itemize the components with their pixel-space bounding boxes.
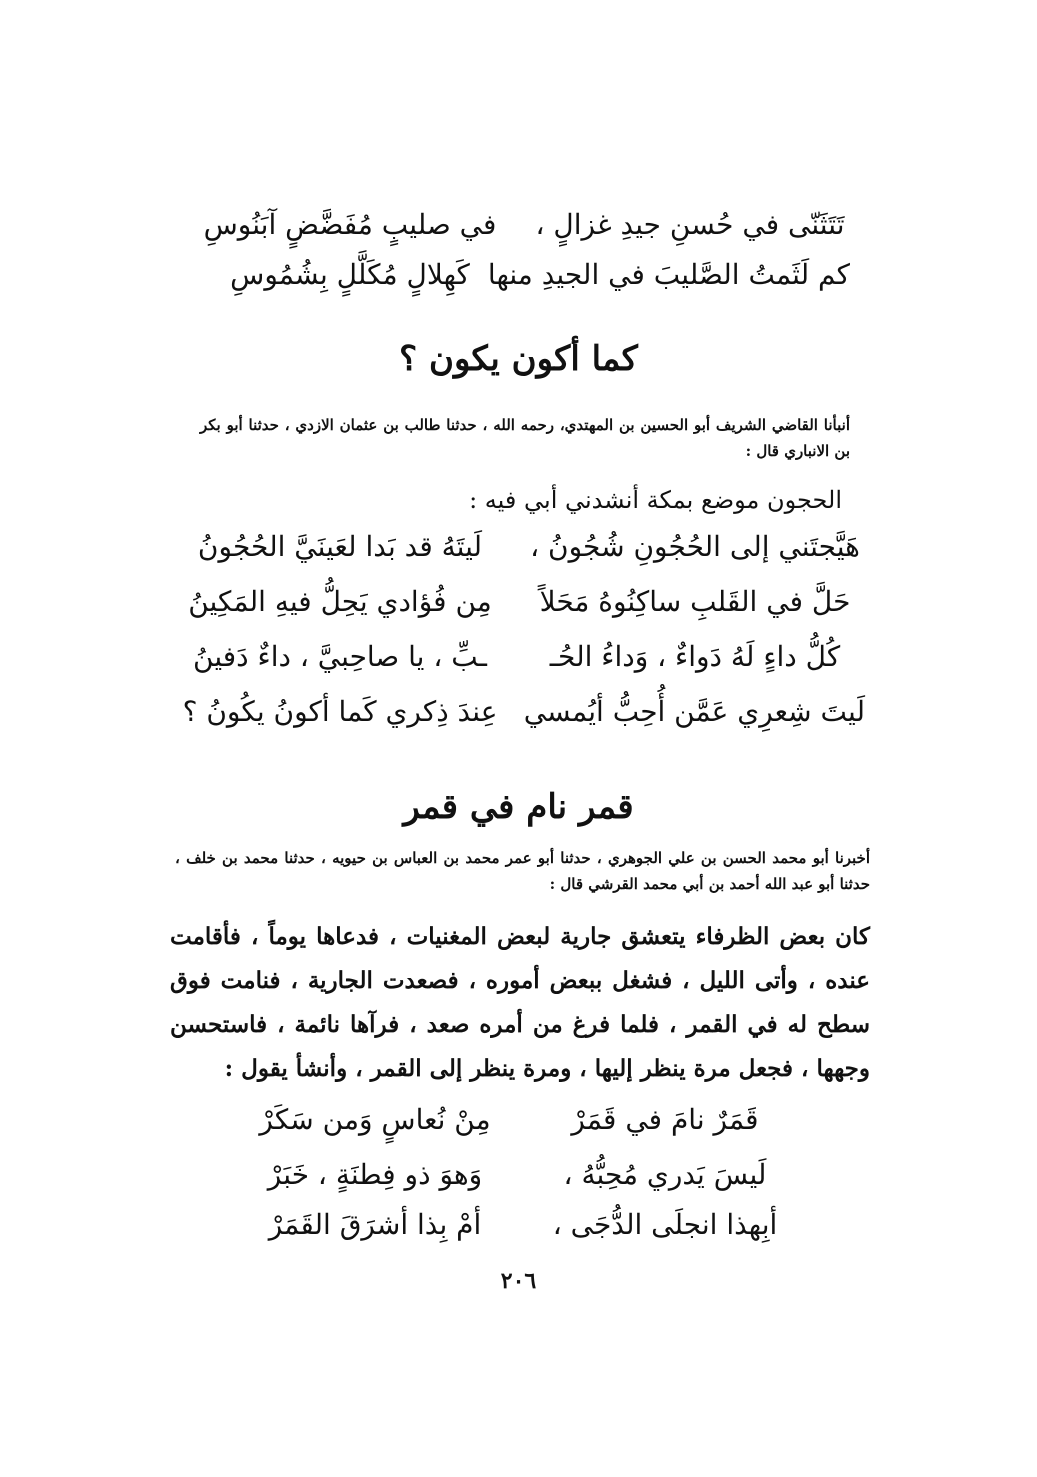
hemistich-right: لَيتَ شِعرِي عَمَّن أُحِبُّ أيُمسي [523, 695, 865, 728]
hemistich-left: ـبِّ ، يا صاحِبيَّ ، داءٌ دَفينُ [193, 640, 487, 673]
hemistich-left: مِن فُؤادي يَحِلُّ فيهِ المَكِينُ [188, 585, 492, 618]
hemistich-left: عِندَ ذِكري كَما أكونُ يكُونُ ؟ [182, 695, 498, 728]
narrative-paragraph: كان بعض الظرفاء يتعشق جارية لبعض المغنيات ، فدعاها يوماً ، فأقامت عنده ، وأتى الليل ، فشغل ببعض أموره ، فصعدت الجارية ، فنامت فوق سطح له في القمر ، فلما فرغ من أمره صعد ، فرآها نائمة ، فاستحسن وجهها ، فجعل مرة ينظر إليها ، ومرة ينظر إلى القمر ، وأنشأ يقول : [170, 923, 870, 1082]
page-number: ٢٠٦ [500, 1268, 537, 1294]
hemistich-left: كَهِلالٍ مُكَلَّلٍ بِشُمُوسِ [230, 258, 470, 291]
hemistich-right: كم لَثَمتُ الصَّليبَ في الجيدِ منها [487, 258, 850, 291]
verse-line [175, 692, 865, 732]
hemistich-right: تَتَثَنّى في حُسنِ جيدِ غزالٍ ، [535, 208, 845, 241]
isnad-text: أخبرنا أبو محمد الحسن بن علي الجوهري ، حدثنا أبو عمر محمد بن العباس بن حيويه ، حدثنا محمد بن خلف ، حدثنا أبو عبد الله أحمد بن أبي محمد القرشي قال : [175, 849, 870, 893]
verse-line [175, 527, 865, 567]
hemistich-left: لَيتَهُ قد بَدا لعَينَيَّ الحُجُونُ [197, 530, 483, 563]
top-verse-2 [190, 255, 850, 295]
hemistich-left: وَهوَ ذو فِطنَةٍ ، خَبَرْ [267, 1158, 483, 1191]
top-verse-1 [190, 205, 850, 245]
hemistich-left: في صليبٍ مُفَضَّضٍ آبَنُوسِ [203, 208, 497, 241]
hemistich-left: مِنْ نُعاسٍ وَمن سَكَرْ [259, 1103, 491, 1136]
hemistich-left: أمْ بِذا أشرَقَ القَمَرْ [268, 1208, 482, 1241]
section-title: قمر نام في قمر [403, 787, 634, 827]
hemistich-right: أبِهذا انجلَى الدُّجَى ، [552, 1208, 778, 1241]
hemistich-right: قَمَرٌ نامَ في قَمَرْ [571, 1103, 759, 1136]
verse-line [175, 582, 865, 622]
hemistich-right: حَلَّ في القَلبِ ساكِنُوهُ مَحَلاً [539, 585, 851, 618]
isnad-text: أنبأنا القاضي الشريف أبو الحسين بن المهتدي، رحمه الله ، حدثنا طالب بن عثمان الازدي ، حدثنا أبو بكر بن الانباري قال : [200, 416, 850, 460]
verse-line [240, 1100, 800, 1140]
hemistich-right: كُلُّ داءٍ لَهُ دَواءٌ ، وَداءُ الحُـ [549, 640, 841, 673]
hemistich-right: لَيسَ يَدري مُحِبُّهُ ، [563, 1158, 767, 1191]
verse-line [240, 1205, 800, 1245]
hemistich-right: هَيَّجتَني إلى الحُجُونِ شُجُونُ ، [530, 530, 860, 563]
verse-line [240, 1155, 800, 1195]
verse-line [175, 637, 865, 677]
section-title: كما أكون يكون ؟ [399, 339, 638, 379]
intro-line: الحجون موضع بمكة أنشدني أبي فيه : [469, 486, 842, 514]
